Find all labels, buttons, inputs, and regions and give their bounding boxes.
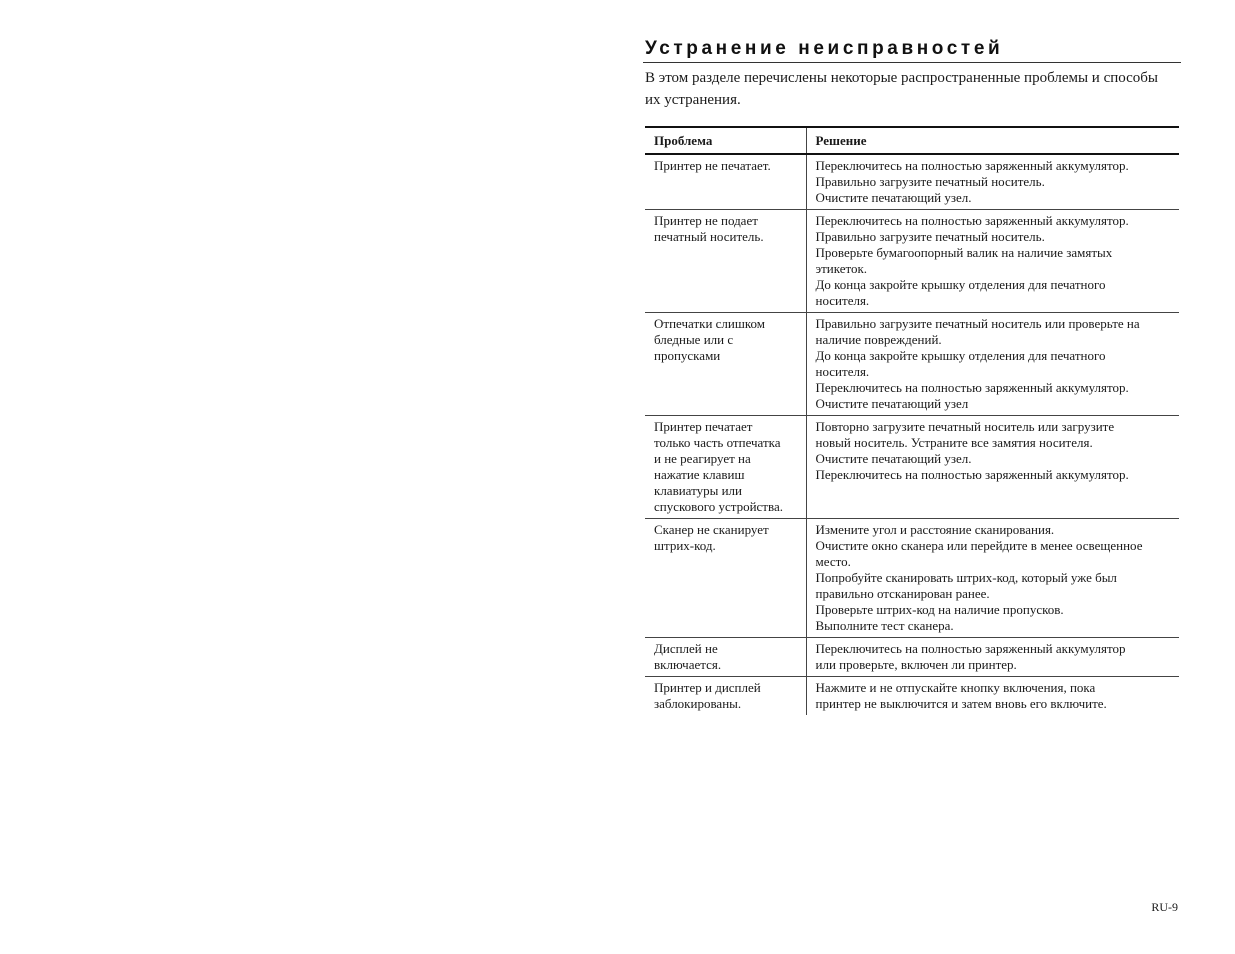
problem-cell-line: только часть отпечатка (654, 435, 781, 450)
problem-cell-line: включается. (654, 657, 722, 672)
solution-cell-line: Переключитесь на полностью заряженный аккумулятор. (815, 213, 1129, 228)
table-row (645, 210, 1179, 313)
solution-cell-line: До конца закройте крышку отделения для печатного (815, 277, 1106, 292)
solution-cell (806, 416, 1179, 519)
solution-cell (806, 154, 1179, 210)
solution-cell-line: Очистите печатающий узел. (815, 451, 972, 466)
solution-cell-line: место. (815, 554, 851, 569)
solution-cell-line: Нажмите и не отпускайте кнопку включения, пока (815, 680, 1096, 695)
solution-cell-line: или проверьте, включен ли принтер. (815, 657, 1017, 672)
problem-cell-line: заблокированы. (654, 696, 742, 711)
solution-cell (806, 210, 1179, 313)
page-number: RU-9 (1151, 900, 1178, 914)
solution-cell-line: Правильно загрузите печатный носитель. (815, 174, 1045, 189)
troubleshooting-table (645, 126, 1179, 715)
solution-cell (806, 677, 1179, 716)
solution-cell (806, 519, 1179, 638)
problem-cell-line: Дисплей не (654, 641, 718, 656)
header-problem: Проблема (645, 127, 806, 154)
problem-cell (645, 210, 806, 313)
problem-cell-line: Принтер не печатает. (654, 158, 771, 173)
problem-cell-line: пропусками (654, 348, 721, 363)
problem-cell-line: Принтер печатает (654, 419, 753, 434)
table-row (645, 416, 1179, 519)
solution-cell-line: Повторно загрузите печатный носитель или загрузите (815, 419, 1115, 434)
solution-cell-line: Очистите печатающий узел. (815, 190, 972, 205)
table-row (645, 638, 1179, 677)
solution-cell-line: Переключитесь на полностью заряженный аккумулятор. (815, 380, 1129, 395)
solution-cell (806, 313, 1179, 416)
solution-cell-line: Переключитесь на полностью заряженный аккумулятор (815, 641, 1126, 656)
solution-cell-line: принтер не выключится и затем вновь его включите. (815, 696, 1107, 711)
table-row (645, 154, 1179, 210)
solution-cell (806, 638, 1179, 677)
problem-cell (645, 638, 806, 677)
table-body (645, 154, 1179, 715)
table-row (645, 519, 1179, 638)
solution-cell-line: Правильно загрузите печатный носитель. (815, 229, 1045, 244)
problem-cell-line: Сканер не сканирует (654, 522, 769, 537)
problem-cell-line: клавиатуры или (654, 483, 742, 498)
problem-cell (645, 416, 806, 519)
solution-cell-line: Измените угол и расстояние сканирования. (815, 522, 1055, 537)
solution-cell-line: наличие повреждений. (815, 332, 942, 347)
problem-cell-line: Отпечатки слишком (654, 316, 766, 331)
solution-cell-line: Попробуйте сканировать штрих-код, который уже был (815, 570, 1117, 585)
problem-cell-line: Принтер не подает (654, 213, 758, 228)
solution-cell-line: Переключитесь на полностью заряженный аккумулятор. (815, 158, 1129, 173)
table-row (645, 677, 1179, 716)
solution-cell-line: Переключитесь на полностью заряженный аккумулятор. (815, 467, 1129, 482)
solution-cell-line: Проверьте штрих-код на наличие пропусков. (815, 602, 1064, 617)
problem-cell-line: и не реагирует на (654, 451, 751, 466)
intro-paragraph: В этом разделе перечислены некоторые распространенные проблемы и способы их устранения. (645, 70, 1159, 108)
title-underline (643, 62, 1181, 63)
problem-cell-line: бледные или с (654, 332, 734, 347)
problem-cell-line: печатный носитель. (654, 229, 764, 244)
solution-cell-line: правильно отсканирован ранее. (815, 586, 990, 601)
problem-cell (645, 313, 806, 416)
solution-cell-line: носителя. (815, 293, 870, 308)
problem-cell-line: спускового устройства. (654, 499, 783, 514)
solution-cell-line: носителя. (815, 364, 870, 379)
solution-cell-line: Очистите печатающий узел (815, 396, 969, 411)
solution-cell-line: новый носитель. Устраните все замятия носителя. (815, 435, 1093, 450)
solution-cell-line: Выполните тест сканера. (815, 618, 954, 633)
problem-cell-line: нажатие клавиш (654, 467, 745, 482)
section-title: Устранение неисправностей (645, 38, 1004, 59)
header-solution: Решение (815, 133, 867, 148)
solution-cell-line: Проверьте бумагоопорный валик на наличие замятых (815, 245, 1113, 260)
problem-cell (645, 154, 806, 210)
table-header-row (645, 127, 1179, 154)
solution-cell-line: Очистите окно сканера или перейдите в менее освещенное (815, 538, 1143, 553)
problem-cell-line: штрих-код. (654, 538, 716, 553)
solution-cell-line: этикеток. (815, 261, 868, 276)
problem-cell (645, 519, 806, 638)
solution-cell-line: Правильно загрузите печатный носитель или проверьте на (815, 316, 1140, 331)
problem-cell-line: Принтер и дисплей (654, 680, 761, 695)
solution-cell-line: До конца закройте крышку отделения для печатного (815, 348, 1106, 363)
problem-cell (645, 677, 806, 716)
table-row (645, 313, 1179, 416)
